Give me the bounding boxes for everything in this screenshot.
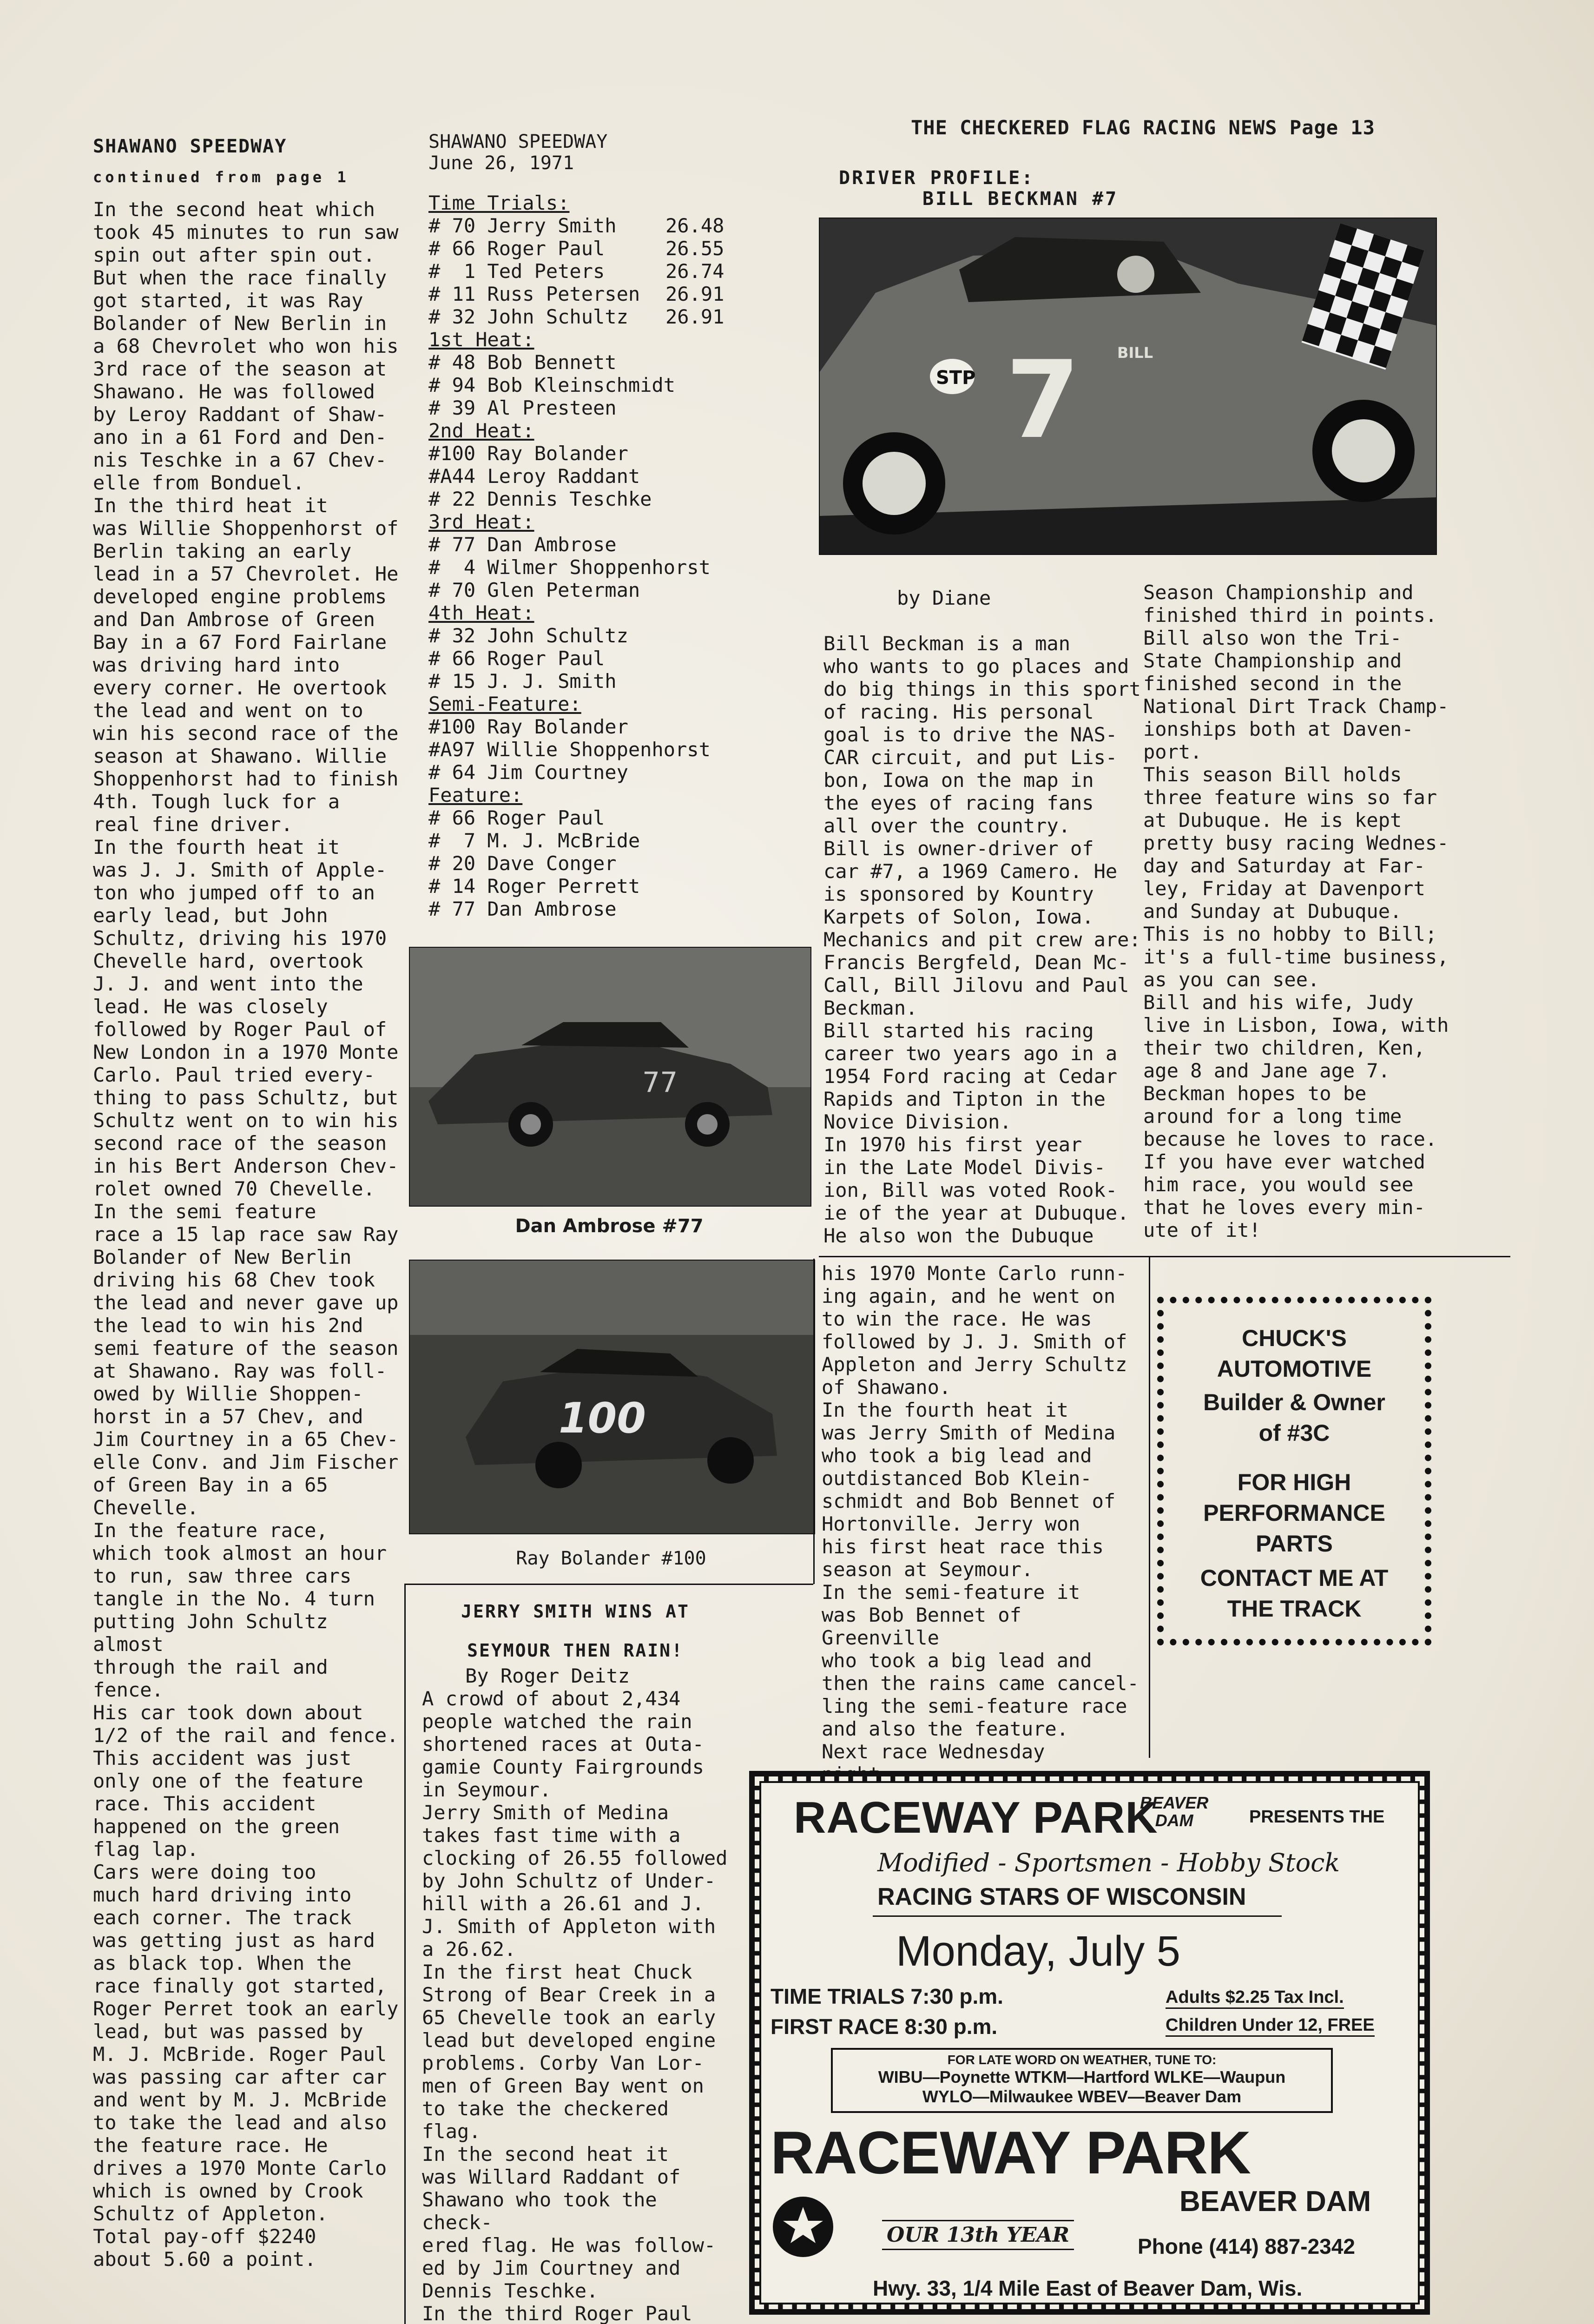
driver-name: # 66 Roger Paul (428, 237, 605, 260)
lap-time: 26.74 (665, 260, 725, 283)
results-section-heading: Semi-Feature: (428, 693, 581, 715)
results-entry (428, 852, 735, 875)
photo1-caption: Dan Ambrose #77 (515, 1215, 704, 1237)
profile-bottom-rule (819, 1256, 1510, 1257)
profile-left-paragraph: Bill Beckman is a man who wants to go places and do big things in this sport of racing. His personal goal is to drive the NAS- CAR circuit, and put Lis- bon, Iowa on the map in the eyes of racing fans all over the country. (823, 632, 1141, 837)
results-entry (428, 533, 735, 556)
profile-byline: by Diane (897, 587, 991, 609)
seymour-title-2: SEYMOUR THEN RAIN! (467, 1640, 684, 1661)
ad-left-rule (1149, 1256, 1150, 1758)
results-entry (428, 647, 735, 670)
seymour-cont-paragraph: Next race Wednesday (822, 1740, 1045, 1763)
seymour-cont-paragraph: his 1970 Monte Carlo runn- ing again, and he went on to win the race. He was followed by J. J. Smith of Appleton and Jerry Schultz of Shawano. (822, 1262, 1127, 1399)
results-box (428, 131, 735, 920)
chucks-automotive-ad (1157, 1297, 1431, 1645)
profile-right-paragraph: Bill and his wife, Judy live in Lisbon, Iowa, with their two children, Ken, age 8 and Jane age 7. (1143, 991, 1449, 1082)
driver-name: # 66 Roger Paul (428, 806, 605, 829)
shawano-paragraph: Total pay-off $2240 about 5.60 a point. (93, 2225, 316, 2271)
ad-line-performance: PERFORMANCE (1203, 1500, 1385, 1526)
seymour-paragraph: In the first heat Chuck Strong of Bear Creek in a 65 Chevelle took an early lead but developed engine problems. Corby Van Lor- men of Green Bay went on to take the checkered flag. (422, 1961, 716, 2143)
driver-name: # 94 Bob Kleinschmidt (428, 374, 676, 396)
ad-line-track: THE TRACK (1227, 1596, 1362, 1622)
raceway-park-ad (749, 1771, 1430, 2315)
car-number-100: 100 (559, 1394, 646, 1443)
ad-line-parts: PARTS (1256, 1531, 1333, 1557)
profile-title-1: DRIVER PROFILE: (839, 167, 1035, 189)
raceway-phone: Phone (414) 887-2342 (1138, 2234, 1355, 2258)
profile-right-column (1143, 581, 1464, 1241)
driver-name: # 77 Dan Ambrose (428, 898, 617, 920)
ad-line-high: FOR HIGH (1237, 1469, 1351, 1495)
seymour-paragraph: Jerry Smith of Medina takes fast time with a clocking of 26.55 followed by John Schultz of Under- hill with a 26.61 and J. J. Smith of Appleton with a 26.62. (422, 1801, 728, 1961)
weather-header: FOR LATE WORD ON WEATHER, TUNE TO: (947, 2053, 1217, 2067)
driver-name: # 15 J. J. Smith (428, 670, 617, 693)
seymour-body (422, 1687, 738, 2324)
location-line-2: DAM (1155, 1811, 1193, 1830)
driver-name: # 7 M. J. McBride (428, 829, 640, 852)
results-section-heading: 2nd Heat: (428, 419, 534, 442)
results-entry (428, 214, 735, 237)
results-section-heading: 3rd Heat: (428, 510, 534, 533)
results-entry (428, 396, 735, 419)
driver-name: # 11 Russ Petersen (428, 283, 640, 305)
shawano-paragraph: In the semi feature race a 15 lap race saw Ray Bolander of New Berlin driving his 68 Chev took the lead and never gave up the lead to win his 2nd semi feature of the season at Shawano. Ray was foll- owed by Willie Shoppen- horst in a 57 Chev, and Jim Courtney in a 65 Chev- elle Conv. and Jim Fischer of Green Bay in a 65 Chevelle. (93, 1200, 399, 1519)
driver-name: # 22 Dennis Teschke (428, 488, 652, 510)
results-entry (428, 556, 735, 579)
stars-underline (873, 1915, 1282, 1917)
results-entry (428, 260, 735, 283)
svg-text:STP: STP (936, 367, 976, 389)
car-7-image (820, 218, 1436, 554)
seymour-article (422, 1601, 738, 2324)
seymour-right-rule (813, 1259, 815, 1584)
svg-text:77: 77 (642, 1066, 678, 1099)
shawano-paragraph: In the feature race, which took almost an hour to run, saw three cars tangle in the No. 4 turn putting John Schultz almost through the rail and fence. His car took down about 1/2 of the rail and fence. This accident was just only one of the feature race. This accident happened on the green flag lap. (93, 1519, 399, 1861)
results-entry (428, 374, 735, 396)
lap-time: 26.48 (665, 214, 725, 237)
results-entry (428, 579, 735, 601)
seymour-left-rule (404, 1584, 406, 2324)
results-list (428, 191, 735, 920)
results-entry (428, 898, 735, 920)
results-date: June 26, 1971 (428, 152, 574, 174)
shawano-paragraph: In the third heat it was Willie Shoppenhorst of Berlin taking an early lead in a 57 Chevrolet. He developed engine problems and Dan Ambrose of Green Bay in a 67 Ford Fairlane was driving hard into every corner. He overtook the lead and went on to win his second race of the season at Shawano. Willie Shoppenhorst had to finish 4th. Tough luck for a real fine driver. (93, 494, 399, 836)
ad-line-car: of #3C (1258, 1420, 1330, 1446)
bill-beckman-photo (819, 218, 1437, 555)
raceway-date: Monday, July 5 (896, 1928, 1180, 1975)
seymour-paragraph: In the second heat it was Willard Raddant of Shawano who took the check- ered flag. He was follow- ed by Jim Courtney and Dennis Teschke. (422, 2143, 716, 2302)
raceway-classes: Modified - Sportsmen - Hobby Stock (877, 1848, 1340, 1877)
profile-title-2: BILL BECKMAN #7 (922, 188, 1119, 210)
raceway-stars: RACING STARS OF WISCONSIN (877, 1883, 1246, 1910)
child-price: Children Under 12, FREE (1166, 2015, 1375, 2037)
shawano-paragraph: In the second heat which took 45 minutes to run saw spin out after spin out. But when the race finally got started, it was Ray Bolander of New Berlin in a 68 Chevrolet who won his 3rd race of the season at Shawano. He was followed by Leroy Raddant of Shaw- ano in a 61 Ford and Den- nis Teschke in a 67 Chev- elle from Bonduel. (93, 198, 399, 494)
lap-time: 26.55 (665, 237, 725, 260)
profile-left-column (823, 632, 1149, 1247)
seymour-title-1: JERRY SMITH WINS AT (461, 1601, 690, 1622)
driver-name: # 66 Roger Paul (428, 647, 605, 670)
profile-right-paragraph: Beckman hopes to be around for a long time because he loves to race. If you have ever watched him race, you would see that he loves every min- ute of it! (1143, 1082, 1437, 1241)
article-continued: continued from page 1 (93, 168, 349, 186)
raceway-presents: PRESENTS THE (1249, 1807, 1385, 1827)
ad-line-automotive: AUTOMOTIVE (1217, 1356, 1372, 1382)
results-entry (428, 715, 735, 738)
raceway-year: OUR 13th YEAR (882, 2220, 1074, 2250)
results-entry (428, 829, 735, 852)
ad-line-contact: CONTACT ME AT (1200, 1565, 1389, 1591)
seymour-top-rule (404, 1584, 813, 1585)
raceway-location-top (1140, 1794, 1208, 1829)
driver-name: # 77 Dan Ambrose (428, 533, 617, 556)
article-title: SHAWANO SPEEDWAY (93, 136, 287, 157)
driver-name: # 64 Jim Courtney (428, 761, 628, 784)
profile-left-paragraph: Bill is owner-driver of car #7, a 1969 Camero. He is sponsored by Kountry Karpets of Solon, Iowa. Mechanics and pit crew are: Francis Bergfeld, Dean Mc- Call, Bill Jilovu and Paul Beckman. (823, 837, 1141, 1019)
photo2-caption: Ray Bolander #100 (516, 1548, 706, 1569)
raceway-name-top: RACEWAY PARK (794, 1793, 1158, 1842)
driver-name: # 48 Bob Bennett (428, 351, 617, 374)
dan-ambrose-photo (409, 947, 811, 1207)
lap-time: 26.91 (665, 283, 725, 305)
raceway-name-big: RACEWAY PARK (771, 2119, 1251, 2186)
results-entry (428, 283, 735, 305)
car-number-7: 7 (1006, 338, 1080, 462)
results-entry (428, 351, 735, 374)
article-body (93, 198, 400, 2271)
first-race: FIRST RACE 8:30 p.m. (771, 2014, 998, 2039)
driver-name: #100 Ray Bolander (428, 715, 628, 738)
raceway-location-big: BEAVER DAM (1179, 2185, 1371, 2218)
results-entry (428, 806, 735, 829)
results-entry (428, 761, 735, 784)
car-name-label: BILL (1117, 344, 1153, 362)
shawano-article (93, 136, 400, 2271)
results-section-heading: Feature: (428, 784, 523, 806)
driver-name: #A44 Leroy Raddant (428, 465, 640, 488)
driver-name: # 20 Dave Conger (428, 852, 617, 875)
adult-price: Adults $2.25 Tax Incl. (1166, 1987, 1344, 2009)
results-section-heading: Time Trials: (428, 191, 570, 214)
page-header: THE CHECKERED FLAG RACING NEWS Page 13 (911, 116, 1375, 139)
ad-line-builder: Builder & Owner (1203, 1389, 1385, 1415)
results-entry (428, 237, 735, 260)
seymour-paragraph: A crowd of about 2,434 people watched the rain shortened races at Outa- gamie County Fairgrounds in Seymour. (422, 1687, 704, 1801)
driver-name: #A97 Willie Shoppenhorst (428, 738, 711, 761)
driver-name: #100 Ray Bolander (428, 442, 628, 465)
seal-logo (773, 2197, 833, 2257)
car-100-image (410, 1261, 814, 1533)
results-entry (428, 305, 735, 328)
car-77-image (410, 948, 810, 1206)
seymour-cont-paragraph: In the semi-feature it was Bob Bennet of Greenville who took a big lead and then the rains came cancel- ling the semi-feature race and also the feature. (822, 1581, 1139, 1740)
results-section-heading: 4th Heat: (428, 601, 534, 624)
results-title: SHAWANO SPEEDWAY (428, 131, 608, 152)
results-entry (428, 488, 735, 510)
weather-line-1: WIBU—Poynette WTKM—Hartford WLKE—Waupun (878, 2067, 1286, 2086)
profile-left-paragraph: Bill started his racing career two years ago in a 1954 Ford racing at Cedar Rapids and Tipton in the Novice Division. (823, 1019, 1118, 1133)
profile-right-paragraph: This season Bill holds three feature wins so far at Dubuque. He is kept pretty busy racing Wednes- day and Saturday at Far- ley, Friday at Davenport and Sunday at Dubuque. This is no hobby to Bill; it's a full-time business, as you can see. (1143, 763, 1449, 991)
time-trials: TIME TRIALS 7:30 p.m. (771, 1984, 1003, 2008)
lap-time: 26.91 (665, 305, 725, 328)
results-section-heading: 1st Heat: (428, 328, 534, 351)
driver-name: # 39 Al Presteen (428, 396, 617, 419)
shawano-paragraph: In the fourth heat it was J. J. Smith of Apple- ton who jumped off to an early lead, but John Schultz, driving his 1970 Chevelle hard, overtook J. J. and went into the lead. He was closely followed by Roger Paul of New London in a 1970 Monte Carlo. Paul tried every- thing to pass Schultz, but Schultz went on to win his second race of the season in his Bert Anderson Chev- rolet owned 70 Chevelle. (93, 836, 399, 1200)
weather-box (831, 2048, 1333, 2113)
results-entry (428, 465, 735, 488)
driver-name: # 4 Wilmer Shoppenhorst (428, 556, 711, 579)
ray-bolander-photo (409, 1260, 815, 1534)
shawano-paragraph: Cars were doing too much hard driving into each corner. The track was getting just as hard as black top. When the race finally got started, Roger Perret took an early lead, but was passed by M. J. McBride. Roger Paul was passing car after car and went by M. J. McBride to take the lead and also the feature race. He drives a 1970 Monte Carlo which is owned by Crook Schultz of Appleton. (93, 1861, 399, 2225)
driver-name: # 70 Jerry Smith (428, 214, 617, 237)
driver-name: # 32 John Schultz (428, 305, 628, 328)
driver-name: # 14 Roger Perrett (428, 875, 640, 898)
results-entry (428, 738, 735, 761)
ad-line-chucks: CHUCK'S (1242, 1325, 1347, 1351)
raceway-address: Hwy. 33, 1/4 Mile East of Beaver Dam, Wis. (873, 2276, 1303, 2300)
results-entry (428, 442, 735, 465)
location-line-1: BEAVER (1140, 1793, 1209, 1812)
results-entry (428, 875, 735, 898)
results-entry (428, 624, 735, 647)
profile-left-paragraph: In 1970 his first year in the Late Model Divis- ion, Bill was voted Rook- ie of the year at Dubuque. He also won the Dubuque (823, 1133, 1129, 1247)
driver-name: # 32 John Schultz (428, 624, 628, 647)
weather-line-2: WYLO—Milwaukee WBEV—Beaver Dam (922, 2087, 1242, 2106)
profile-right-paragraph: Season Championship and finished third in points. Bill also won the Tri- State Championship and finished second in the National Dirt Track Champ- ionships both at Daven- port. (1143, 581, 1449, 763)
seymour-continued (822, 1262, 1147, 1786)
seymour-paragraph: In the third Roger Paul (422, 2302, 692, 2324)
seymour-cont-paragraph: In the fourth heat it was Jerry Smith of Medina who took a big lead and outdistanced Bob Klein- schmidt and Bob Bennet of Hortonville. Jerry won his first heat race this season at Seymour. (822, 1399, 1116, 1581)
driver-name: # 70 Glen Peterman (428, 579, 640, 601)
seymour-byline: By Roger Deitz (465, 1664, 630, 1687)
driver-name: # 1 Ted Peters (428, 260, 605, 283)
results-entry (428, 670, 735, 693)
